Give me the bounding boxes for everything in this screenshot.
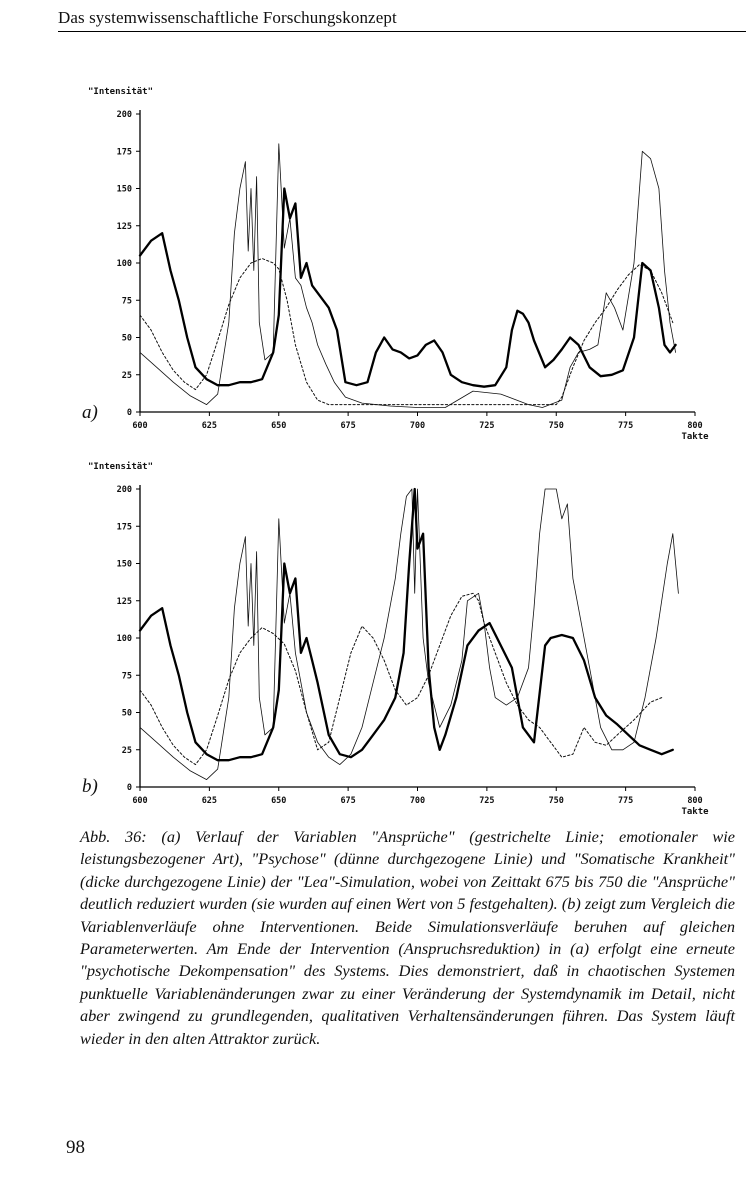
chart-a-x-tick-label: 725 [479,421,495,431]
chart-b-x-axis-label: Takte [681,807,709,817]
chart-a-y-tick-label: 75 [121,296,132,307]
chart-a-y-tick-label: 125 [116,221,132,232]
page-number: 98 [66,1137,85,1158]
chart-a-y-tick-label: 25 [121,370,132,381]
chart-a-x-tick-label: 775 [617,421,634,431]
running-head: Das systemwissenschaftliche Forschungskonzept [58,8,397,27]
chart-b-x-tick-label: 800 [687,796,703,806]
chart-b-series-dashed-line [140,593,662,764]
chart-a-x-tick-label: 700 [409,421,426,431]
chart-b-y-tick-label: 125 [116,596,132,607]
chart-b-y-tick-label: 200 [116,485,132,495]
chart-a-y-tick-label: 50 [121,333,132,344]
figure-b [80,455,747,815]
header-rule [58,31,746,32]
chart-a-x-tick-label: 675 [340,421,356,431]
chart-a-x-tick-label: 650 [271,421,287,431]
chart-a-y-axis-label: "Intensität" [88,87,154,97]
chart-a-y-tick-label: 100 [116,259,132,269]
panel-label-a: a) [82,402,98,423]
chart-a-y-tick-label: 150 [116,184,132,195]
chart-b-x-tick-label: 725 [479,796,495,806]
chart-b-y-tick-label: 0 [126,783,132,793]
chart-b-series-thin-line [140,489,678,780]
chart-b-y-tick-label: 25 [121,745,132,756]
panel-label-b: b) [82,776,98,797]
figure-caption: Abb. 36: (a) Verlauf der Variablen "Ansprüche" (gestrichelte Linie; emotionaler wie leistungsbezogener Art), "Psychose" (dünne durchgezogene Linie) und "Somatische Krankheit" (dicke durchgezogene Linie) der "Lea"-Simulation, wobei von Zeittakt 675 bis 750 die "Ansprüche" deutlich reduziert wurden (sie wurden auf einen Wert von 5 festgehalten). (b) zeigt zum Vergleich die Variablenverläufe ohne Interventionen. Beide Simulationsverläufe beruhen auf gleichen Parameterwerten. Am Ende der Intervention (Anspruchsreduktion) in (a) erfolgt eine erneute "psychotische Dekompensation" des Systems. Dies demonstriert, daß in chaotischen Systemen punktuelle Variablenänderungen zwar zu einer Veränderung der Systemdynamik im Detail, nicht aber zwingend zu grundlegenden, qualitativen Verhaltensänderungen führen. Das System läuft wieder in den alten Attraktor zurück. [80,827,735,1048]
chart-b-x-tick-label: 600 [132,796,148,806]
chart-b-x-tick-label: 750 [548,796,564,806]
chart-b-x-tick-label: 700 [409,796,426,806]
chart-a-y-tick-label: 175 [116,147,132,158]
chart-b-series-thick-line [140,489,673,760]
chart-a-x-tick-label: 625 [201,421,218,431]
chart-b-x-tick-label: 675 [340,796,356,806]
chart-a-x-tick-label: 800 [687,421,703,431]
chart-a-y-tick-label: 200 [116,110,132,120]
chart-a-series-thin-line [140,144,676,408]
chart-a-series-thick-line [140,189,676,387]
chart-b-y-tick-label: 75 [121,671,132,682]
chart-b-y-axis-label: "Intensität" [88,462,154,472]
chart-b-y-tick-label: 175 [116,522,132,533]
chart-a-x-axis-label: Takte [681,432,709,442]
figure-a [80,80,747,440]
chart-a-x-tick-label: 600 [132,421,148,431]
chart-b-y-tick-label: 100 [116,634,132,644]
chart-a-series-dashed-line [140,259,673,405]
chart-b-y-tick-label: 50 [121,708,132,719]
chart-b-x-tick-label: 625 [201,796,218,806]
chart-b-x-tick-label: 650 [271,796,287,806]
chart-a-svg [80,80,747,440]
chart-b-x-tick-label: 775 [617,796,634,806]
chart-a-y-tick-label: 0 [126,408,132,418]
chart-a-x-tick-label: 750 [548,421,564,431]
chart-b-svg [80,455,747,815]
chart-b-y-tick-label: 150 [116,559,132,570]
